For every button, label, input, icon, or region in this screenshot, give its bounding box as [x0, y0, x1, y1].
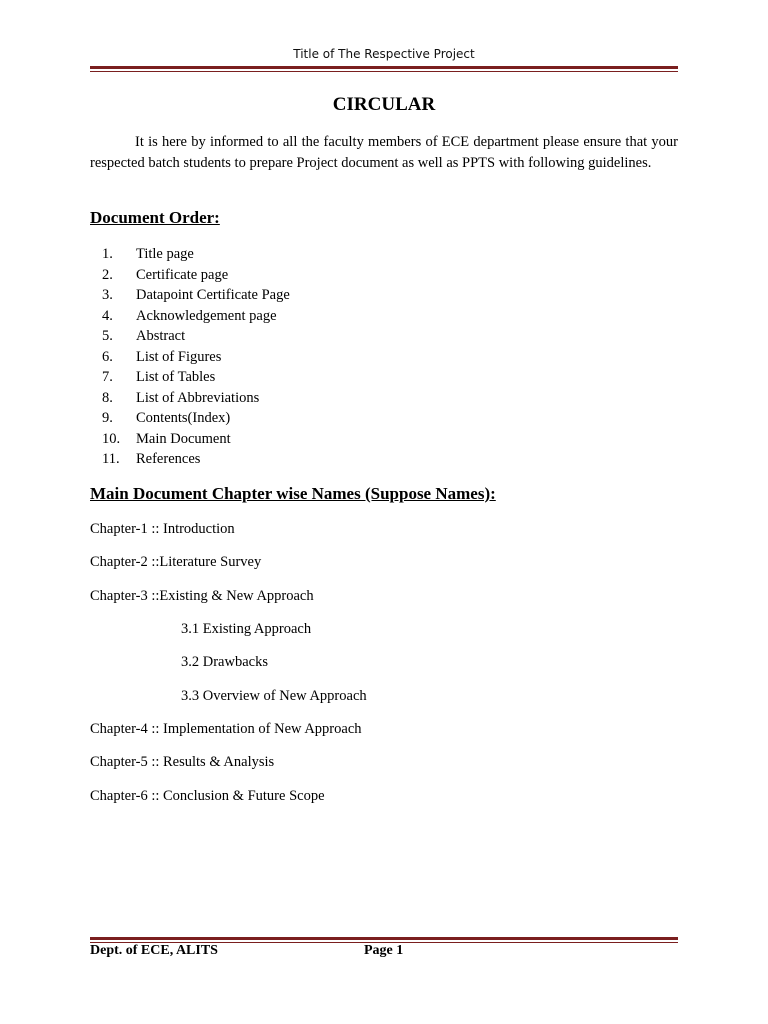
list-item-number: 10. — [102, 430, 121, 447]
running-header-title: Title of The Respective Project — [293, 47, 475, 61]
list-item — [90, 347, 290, 368]
list-item-label: List of Figures — [136, 348, 222, 365]
list-item-label: Main Document — [136, 430, 231, 447]
subsection-3-1-line: 3.1 Existing Approach — [181, 621, 312, 637]
chapter-1-line: Chapter-1 :: Introduction — [90, 521, 235, 537]
header-divider — [90, 66, 678, 72]
list-item — [90, 306, 290, 327]
list-item-label: Contents(Index) — [136, 410, 231, 426]
list-item-label: References — [136, 451, 201, 467]
list-item-number: 1. — [102, 246, 113, 262]
list-item — [90, 408, 290, 429]
list-item — [90, 285, 290, 306]
footer-department: Dept. of ECE, ALITS — [90, 943, 218, 958]
list-item — [90, 449, 290, 470]
footer-page-number: Page 1 — [364, 943, 404, 958]
chapter-6-line: Chapter-6 :: Conclusion & Future Scope — [90, 788, 325, 804]
chapter-4-line: Chapter-4 :: Implementation of New Approach — [90, 721, 362, 737]
subsection-3-2-line: 3.2 Drawbacks — [181, 654, 268, 670]
list-item — [90, 429, 290, 450]
document-order-heading: Document Order: — [90, 208, 220, 227]
list-item — [90, 326, 290, 347]
chapters-heading: Main Document Chapter wise Names (Suppose Names): — [90, 484, 496, 503]
circular-title: CIRCULAR — [332, 94, 436, 115]
list-item-number: 5. — [102, 328, 113, 344]
list-item — [90, 388, 290, 409]
list-item-number: 9. — [102, 410, 113, 426]
list-item-number: 11. — [102, 451, 120, 467]
subsection-3-3-line: 3.3 Overview of New Approach — [181, 688, 367, 704]
list-item-number: 2. — [102, 266, 113, 283]
chapter-2-line: Chapter-2 ::Literature Survey — [90, 554, 262, 570]
list-item-label: Certificate page — [136, 266, 229, 283]
list-item-label: Title page — [136, 246, 194, 262]
list-item — [90, 367, 290, 388]
list-item-label: List of Abbreviations — [136, 389, 260, 406]
list-item-label: Acknowledgement page — [136, 307, 277, 324]
list-item-number: 7. — [102, 369, 113, 385]
list-item-number: 4. — [102, 307, 113, 324]
list-item — [90, 265, 290, 286]
list-item-number: 6. — [102, 348, 113, 365]
list-item-number: 8. — [102, 389, 113, 406]
list-item — [90, 244, 290, 265]
intro-paragraph: It is here by informed to all the faculty members of ECE department please ensure that your respected batch students to prepare Project document as well as PPTS with following guidelines. — [90, 134, 678, 171]
chapter-5-line: Chapter-5 :: Results & Analysis — [90, 754, 275, 770]
document-order-list — [90, 244, 290, 470]
list-item-label: Datapoint Certificate Page — [136, 287, 290, 303]
list-item-label: List of Tables — [136, 369, 216, 385]
chapter-3-line: Chapter-3 ::Existing & New Approach — [90, 588, 314, 604]
list-item-label: Abstract — [136, 328, 186, 344]
list-item-number: 3. — [102, 287, 113, 303]
